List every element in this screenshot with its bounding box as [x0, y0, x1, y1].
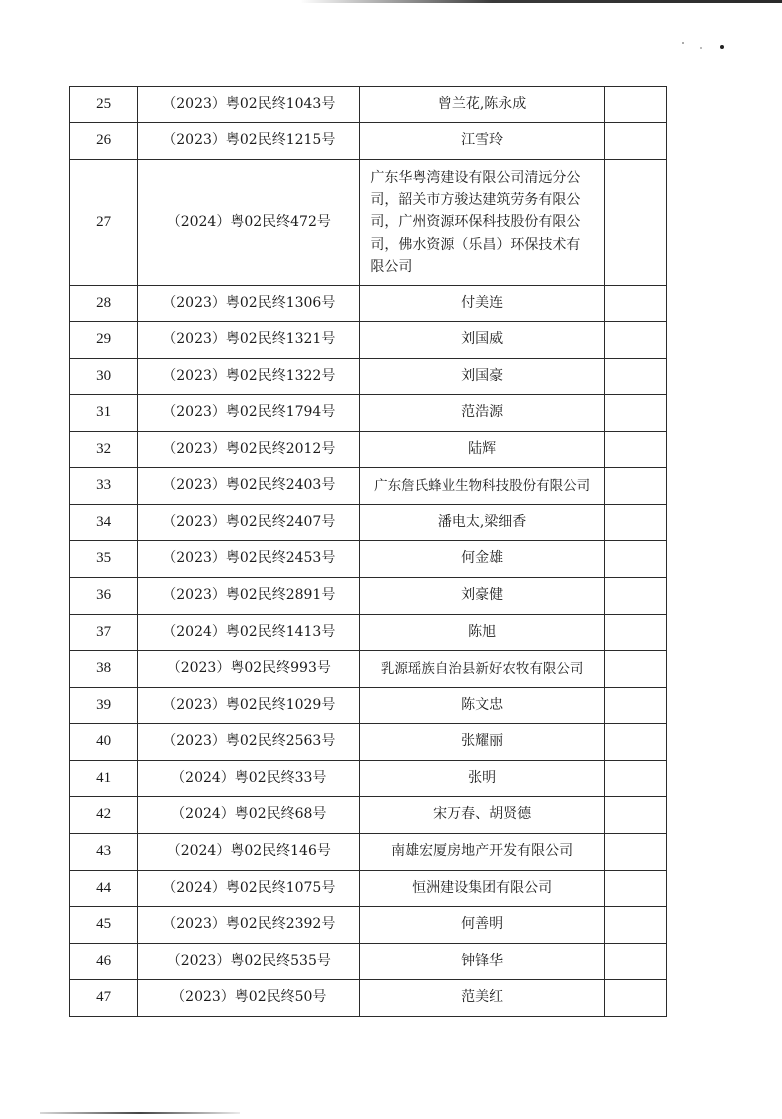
row-number: 28 — [70, 286, 138, 322]
party-name: 付美连 — [360, 286, 605, 322]
table-row — [70, 980, 667, 1017]
blank-cell — [604, 944, 666, 980]
table-row — [70, 395, 667, 432]
scan-speck — [720, 45, 724, 49]
party-name: 钟锋华 — [360, 944, 605, 980]
table-row — [70, 160, 667, 286]
case-number: （2023）粤02民终2453号 — [138, 541, 360, 578]
row-number: 35 — [70, 541, 138, 578]
table-row — [70, 123, 667, 160]
table-row — [70, 834, 667, 871]
party-name: 刘豪健 — [360, 578, 605, 615]
party-name: 乳源瑶族自治县新好农牧有限公司 — [360, 651, 605, 688]
blank-cell — [604, 907, 666, 944]
table-row — [70, 724, 667, 761]
table-row — [70, 797, 667, 834]
row-number: 29 — [70, 322, 138, 359]
case-number: （2023）粤02民终50号 — [138, 980, 360, 1017]
blank-cell — [604, 359, 666, 395]
case-number: （2024）粤02民终146号 — [138, 834, 360, 871]
table-row — [70, 578, 667, 615]
table-row — [70, 615, 667, 651]
case-number: （2024）粤02民终1075号 — [138, 871, 360, 907]
row-number: 25 — [70, 87, 138, 123]
row-number: 36 — [70, 578, 138, 615]
blank-cell — [604, 980, 666, 1017]
row-number: 43 — [70, 834, 138, 871]
party-name: 张明 — [360, 761, 605, 797]
case-number: （2023）粤02民终2407号 — [138, 505, 360, 541]
party-name: 范浩源 — [360, 395, 605, 432]
case-number: （2023）粤02民终2403号 — [138, 468, 360, 505]
blank-cell — [604, 688, 666, 724]
party-name: 广东华粤湾建设有限公司清远分公司，韶关市方骏达建筑劳务有限公司，广州资源环保科技股份有限公司，佛水资源（乐昌）环保技术有限公司 — [360, 160, 605, 286]
row-number: 26 — [70, 123, 138, 160]
blank-cell — [604, 871, 666, 907]
blank-cell — [604, 395, 666, 432]
blank-cell — [604, 160, 666, 286]
case-number: （2023）粤02民终993号 — [138, 651, 360, 688]
row-number: 30 — [70, 359, 138, 395]
party-name: 陈文忠 — [360, 688, 605, 724]
scan-edge-top — [300, 0, 782, 3]
case-number: （2023）粤02民终1322号 — [138, 359, 360, 395]
scan-speck — [682, 42, 684, 44]
table-row — [70, 651, 667, 688]
case-list-table — [69, 86, 667, 1017]
blank-cell — [604, 651, 666, 688]
blank-cell — [604, 123, 666, 160]
row-number: 42 — [70, 797, 138, 834]
row-number: 44 — [70, 871, 138, 907]
scan-speck — [700, 47, 702, 49]
blank-cell — [604, 615, 666, 651]
case-number: （2024）粤02民终33号 — [138, 761, 360, 797]
party-name: 张耀丽 — [360, 724, 605, 761]
row-number: 32 — [70, 432, 138, 468]
row-number: 27 — [70, 160, 138, 286]
party-name: 恒洲建设集团有限公司 — [360, 871, 605, 907]
table-row — [70, 432, 667, 468]
blank-cell — [604, 286, 666, 322]
party-name: 刘国威 — [360, 322, 605, 359]
party-name: 江雪玲 — [360, 123, 605, 160]
row-number: 41 — [70, 761, 138, 797]
table-row — [70, 871, 667, 907]
case-number: （2023）粤02民终1215号 — [138, 123, 360, 160]
table-row — [70, 944, 667, 980]
blank-cell — [604, 797, 666, 834]
case-number: （2023）粤02民终2012号 — [138, 432, 360, 468]
party-name: 曾兰花,陈永成 — [360, 87, 605, 123]
blank-cell — [604, 87, 666, 123]
case-number: （2023）粤02民终1029号 — [138, 688, 360, 724]
case-number: （2023）粤02民终1321号 — [138, 322, 360, 359]
row-number: 40 — [70, 724, 138, 761]
row-number: 33 — [70, 468, 138, 505]
party-name: 宋万春、胡贤德 — [360, 797, 605, 834]
party-name: 潘电太,梁细香 — [360, 505, 605, 541]
table-row — [70, 322, 667, 359]
case-number: （2023）粤02民终2891号 — [138, 578, 360, 615]
table-row — [70, 907, 667, 944]
table-row — [70, 468, 667, 505]
row-number: 39 — [70, 688, 138, 724]
case-number: （2024）粤02民终472号 — [138, 160, 360, 286]
blank-cell — [604, 578, 666, 615]
blank-cell — [604, 761, 666, 797]
party-name: 何金雄 — [360, 541, 605, 578]
party-name: 范美红 — [360, 980, 605, 1017]
blank-cell — [604, 468, 666, 505]
case-number: （2023）粤02民终1306号 — [138, 286, 360, 322]
row-number: 34 — [70, 505, 138, 541]
party-name: 何善明 — [360, 907, 605, 944]
blank-cell — [604, 432, 666, 468]
case-number: （2023）粤02民终535号 — [138, 944, 360, 980]
blank-cell — [604, 724, 666, 761]
table-row — [70, 87, 667, 123]
blank-cell — [604, 322, 666, 359]
party-name: 陈旭 — [360, 615, 605, 651]
blank-cell — [604, 505, 666, 541]
party-name: 南雄宏厦房地产开发有限公司 — [360, 834, 605, 871]
scan-edge-bottom — [40, 1112, 240, 1114]
row-number: 37 — [70, 615, 138, 651]
table-row — [70, 541, 667, 578]
case-number: （2023）粤02民终1794号 — [138, 395, 360, 432]
case-number: （2023）粤02民终2392号 — [138, 907, 360, 944]
case-number: （2024）粤02民终68号 — [138, 797, 360, 834]
row-number: 47 — [70, 980, 138, 1017]
blank-cell — [604, 541, 666, 578]
party-name: 刘国豪 — [360, 359, 605, 395]
blank-cell — [604, 834, 666, 871]
table-row — [70, 688, 667, 724]
table-row — [70, 761, 667, 797]
row-number: 31 — [70, 395, 138, 432]
row-number: 38 — [70, 651, 138, 688]
table-row — [70, 505, 667, 541]
table-row — [70, 359, 667, 395]
row-number: 45 — [70, 907, 138, 944]
case-number: （2024）粤02民终1413号 — [138, 615, 360, 651]
case-number: （2023）粤02民终1043号 — [138, 87, 360, 123]
row-number: 46 — [70, 944, 138, 980]
party-name: 陆辉 — [360, 432, 605, 468]
party-name: 广东詹氏蜂业生物科技股份有限公司 — [360, 468, 605, 505]
case-number: （2023）粤02民终2563号 — [138, 724, 360, 761]
table-row — [70, 286, 667, 322]
